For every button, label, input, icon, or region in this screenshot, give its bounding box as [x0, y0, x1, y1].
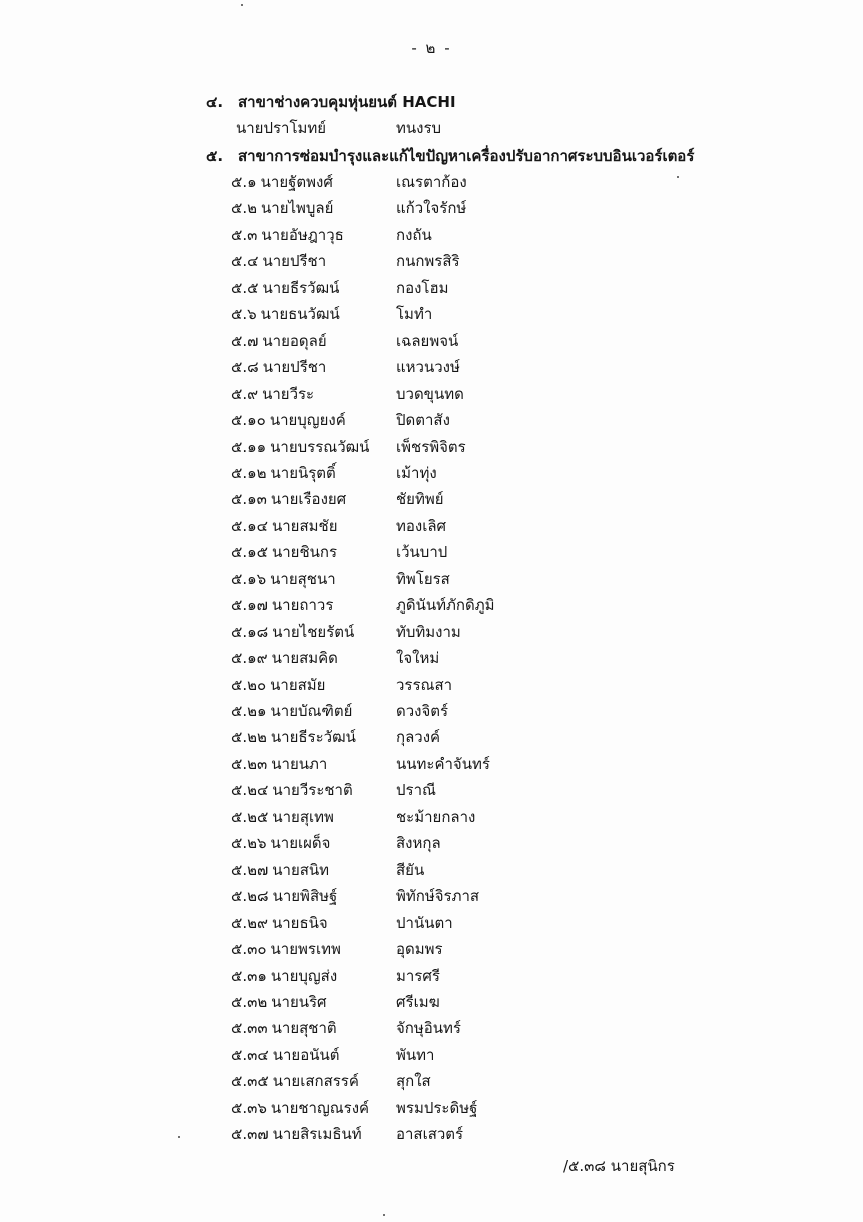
member-last-name: บวดขุนทด: [396, 385, 464, 403]
continuation-note: /๕.๓๘ นายสุนิกร: [563, 1157, 675, 1175]
member-row-name: [231, 831, 330, 855]
member-first-name: นายฐัตพงศ์: [260, 173, 333, 191]
member-last-name: สียัน: [396, 861, 425, 879]
member-row-name: [231, 355, 326, 379]
member-first-name: นายอัษฎาวุธ: [261, 226, 344, 244]
member-row-name: [231, 725, 356, 749]
member-last-name: ศรีเมฆ: [396, 993, 440, 1011]
member-first-name: นายสุชาติ: [271, 1019, 337, 1037]
member-row-name: [231, 778, 353, 802]
member-last-name: เณรตาก้อง: [396, 173, 467, 191]
member-row-name: [231, 937, 341, 961]
member-last-name: โมทำ: [396, 305, 433, 323]
member-row-name: [231, 1069, 359, 1093]
item-number: ๕.๒๒: [231, 728, 267, 746]
item-number: ๕.๓๖: [231, 1099, 267, 1117]
member-first-name: นายสุเทพ: [272, 808, 334, 826]
item-number: ๕.๒๐: [231, 676, 267, 694]
item-number: ๕.๒๔: [231, 781, 269, 799]
member-first-name: นายธนิจ: [272, 914, 328, 932]
member-row-name: [231, 858, 329, 882]
member-last-name: ทิพโยรส: [396, 570, 450, 588]
item-number: ๕.๓: [231, 226, 258, 244]
member-row-name: [231, 249, 326, 273]
member-first-name: นายปรีชา: [262, 252, 327, 270]
member-row-name: [231, 752, 327, 776]
member-last-name: ทับทิมงาม: [396, 623, 461, 641]
member-last-name: ชัยทิพย์: [396, 490, 444, 508]
member-row-name: [231, 540, 337, 564]
member-row-name: [231, 1016, 337, 1040]
item-number: ๕.๑๖: [231, 570, 267, 588]
member-last-name: กงถัน: [396, 226, 432, 244]
section-number: ๕.: [206, 147, 224, 165]
member-last-name: กุลวงค์: [396, 728, 441, 746]
member-last-name: แก้วใจรักษ์: [396, 199, 467, 217]
member-row-name: [231, 435, 369, 459]
member-row-name: [231, 1096, 369, 1120]
member-first-name: นายพรเทพ: [270, 940, 341, 958]
member-row-name: [231, 884, 337, 908]
member-row-name: [231, 964, 337, 988]
member-first-name: นายพิสิษฐ์: [272, 887, 338, 905]
member-last-name: ใจใหม่: [396, 649, 440, 667]
member-first-name: นายบุญส่ง: [270, 967, 338, 985]
member-row-name: [231, 170, 333, 194]
member-last-name: พรมประดิษฐ์: [396, 1099, 478, 1117]
member-row-name: [231, 1043, 339, 1067]
member-first-name: นายชาญณรงค์: [270, 1099, 370, 1117]
item-number: ๕.๕: [231, 279, 259, 297]
member-last-name: ปานันตา: [396, 914, 453, 932]
scan-speck: [241, 4, 243, 6]
member-last-name: พิทักษ์จิรภาส: [396, 887, 480, 905]
item-number: ๕.๒๘: [231, 887, 269, 905]
member-first-name: นายสมคิด: [271, 649, 338, 667]
section-heading-5: [206, 144, 694, 168]
scan-speck: [178, 1136, 180, 1138]
member-last-name: ทองเลิศ: [396, 517, 447, 535]
member-first-name: นายวีระชาติ: [272, 781, 353, 799]
member-first-name: นายเผด็จ: [270, 834, 331, 852]
member-row-name: [231, 196, 333, 220]
member-last-name: มารศรี: [396, 967, 440, 985]
member-row-name: [231, 223, 344, 247]
section-title: สาขาการซ่อมบำรุงและแก้ไขปัญหาเครื่องปรับอากาศระบบอินเวอร์เตอร์: [238, 147, 695, 165]
item-number: ๕.๓๗: [231, 1125, 269, 1143]
member-row-name: [231, 461, 336, 485]
member-first-name: นายอดุลย์: [262, 332, 327, 350]
member-first-name: นายวีระ: [262, 385, 315, 403]
member-last-name: อาสเสวตร์: [396, 1125, 464, 1143]
item-number: ๕.๑๘: [231, 623, 269, 641]
scan-speck: [383, 1214, 385, 1216]
item-number: ๕.๑๑: [231, 438, 267, 456]
member-first-name: นายนริศ: [271, 993, 327, 1011]
member-last-name: อุดมพร: [396, 940, 443, 958]
member-last-name: เว้นบาป: [396, 543, 448, 561]
item-number: ๕.๒๗: [231, 861, 269, 879]
member-last-name: แหวนวงษ์: [396, 358, 460, 376]
member-first-name: นายไพบูลย์: [261, 199, 334, 217]
section-title: สาขาช่างควบคุมหุ่นยนต์ HACHI: [238, 93, 456, 111]
member-first-name: นายสมชัย: [272, 517, 338, 535]
member-first-name: นายบัณฑิตย์: [270, 702, 353, 720]
member-first-name: นายสนิท: [272, 861, 330, 879]
item-number: ๕.๑๔: [231, 517, 268, 535]
item-number: ๕.๑๕: [231, 543, 268, 561]
member-last-name: วรรณสา: [396, 676, 453, 694]
member-first-name: นายบุญยงค์: [269, 411, 346, 429]
member-first-name: นายนภา: [271, 755, 328, 773]
member-row-name: [231, 567, 336, 591]
member-last-name: ดวงจิตร์: [396, 702, 449, 720]
item-number: ๕.๓๐: [231, 940, 267, 958]
item-number: ๕.๒๕: [231, 808, 269, 826]
member-first-name: นายธีระวัฒน์: [270, 728, 356, 746]
member-row-name: [231, 673, 325, 697]
page-number: - ๒ -: [411, 39, 452, 57]
member-first-name: นายสิรเมธินท์: [272, 1125, 362, 1143]
member-last-name: ชะม้ายกลาง: [396, 808, 476, 826]
item-number: ๕.๓๓: [231, 1019, 268, 1037]
item-number: ๕.๒๓: [231, 755, 268, 773]
item-number: ๕.๔: [231, 252, 259, 270]
member-last-name: สุกใส: [396, 1072, 431, 1090]
member-row-name: [231, 487, 346, 511]
member-first-name: นายไชยรัตน์: [272, 623, 355, 641]
member-row-name: [231, 329, 327, 353]
member-first-name: นายถาวร: [271, 596, 334, 614]
item-number: ๕.๓๑: [231, 967, 267, 985]
member-last-name: กนกพรสิริ: [396, 252, 460, 270]
member-last-name: ทนงรบ: [396, 119, 442, 137]
member-row-name: [231, 699, 352, 723]
member-row-name: [231, 382, 314, 406]
member-row-name: [231, 1122, 362, 1146]
item-number: ๕.๒: [231, 199, 258, 217]
item-number: ๕.๒๑: [231, 702, 267, 720]
section-heading-4: [206, 90, 456, 114]
item-number: ๕.๒๖: [231, 834, 267, 852]
item-number: ๕.๑๗: [231, 596, 268, 614]
member-last-name: กองโฮม: [396, 279, 449, 297]
member-row-name: [231, 911, 328, 935]
item-number: ๕.๑: [231, 173, 257, 191]
member-last-name: นนทะคำจันทร์: [396, 755, 490, 773]
member-first-name: นายอนันต์: [272, 1046, 340, 1064]
member-last-name: เฉลยพจน์: [396, 332, 459, 350]
item-number: ๕.๗: [231, 332, 259, 350]
member-last-name: ปราณี: [396, 781, 436, 799]
item-number: ๕.๘: [231, 358, 259, 376]
item-number: ๕.๖: [231, 305, 257, 323]
member-first-name: นายสุชนา: [270, 570, 336, 588]
member-last-name: พันทา: [396, 1046, 435, 1064]
member-first-name: นายธนวัฒน์: [260, 305, 340, 323]
scan-speck: [677, 176, 679, 178]
member-last-name: เพ็ชรพิจิตร: [396, 438, 466, 456]
item-number: ๕.๑๙: [231, 649, 268, 667]
member-first-name: นายเรืองยศ: [270, 490, 347, 508]
section-number: ๔.: [206, 93, 224, 111]
item-number: ๕.๓๔: [231, 1046, 269, 1064]
member-first-name: นายเสกสรรค์: [272, 1072, 359, 1090]
item-number: ๕.๑๓: [231, 490, 267, 508]
member-first-name: นายชินกร: [272, 543, 338, 561]
member-first-name: นายนิรุตติ์: [270, 464, 336, 482]
member-last-name: ปิดตาสัง: [396, 411, 450, 429]
member-row-name: [231, 408, 346, 432]
member-last-name: จักษุอินทร์: [396, 1019, 461, 1037]
member-row-name: [231, 593, 333, 617]
member-first-name: นายปราโมทย์: [236, 119, 327, 137]
member-row-name: [231, 514, 337, 538]
member-row-name: [231, 646, 338, 670]
member-row-name: [231, 620, 354, 644]
item-number: ๕.๑๐: [231, 411, 266, 429]
member-first-name: นายบรรณวัฒน์: [270, 438, 370, 456]
member-last-name: ภูดินันท์ภักดิภูมิ: [396, 596, 495, 614]
member-first-name: นายสมัย: [270, 676, 326, 694]
item-number: ๕.๑๒: [231, 464, 267, 482]
item-number: ๕.๓๕: [231, 1072, 269, 1090]
member-row-name: [231, 805, 334, 829]
member-row-name: [231, 302, 340, 326]
member-first-name: นายปรีชา: [262, 358, 327, 376]
member-row-name: [231, 276, 339, 300]
item-number: ๕.๓๒: [231, 993, 268, 1011]
member-last-name: สิงหกุล: [396, 834, 441, 852]
member-last-name: เม้าทุ่ง: [396, 464, 437, 482]
member-first-name: นายธีรวัฒน์: [262, 279, 340, 297]
member-row-name: [231, 990, 327, 1014]
item-number: ๕.๙: [231, 385, 259, 403]
item-number: ๕.๒๙: [231, 914, 268, 932]
